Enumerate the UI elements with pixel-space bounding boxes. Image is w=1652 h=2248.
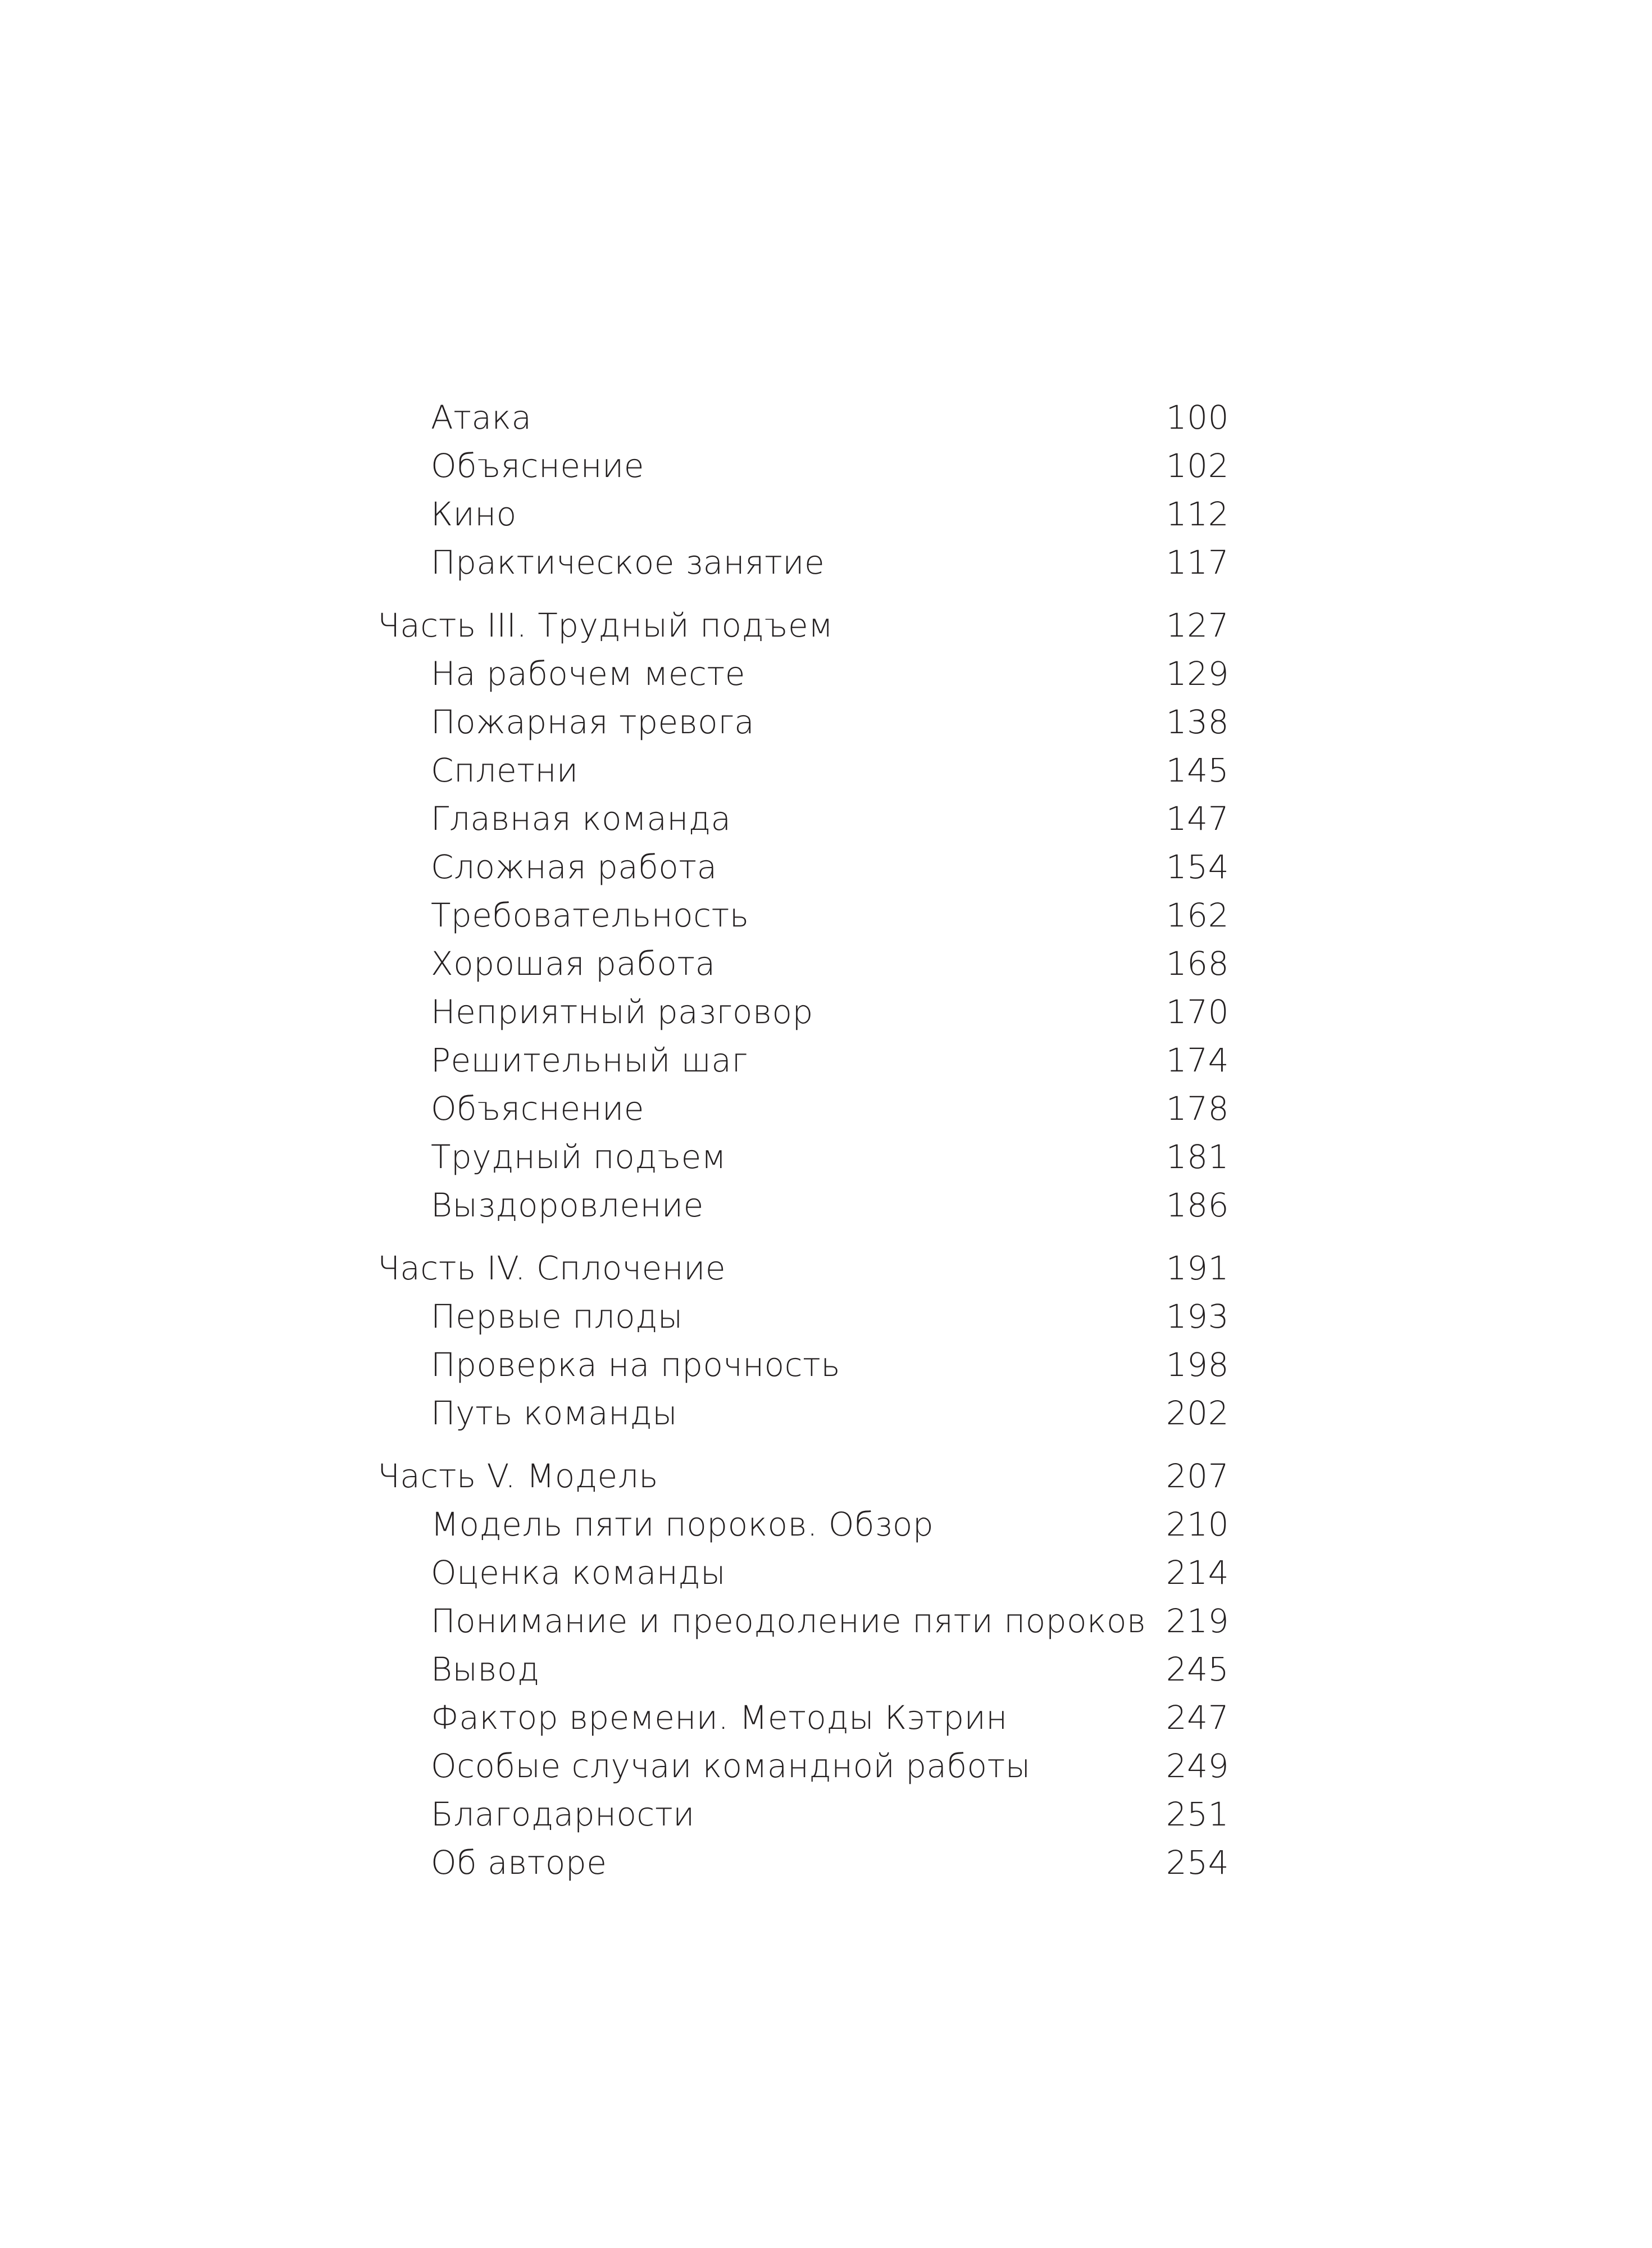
toc-entry [377, 1742, 1229, 1790]
toc-entry-page-number: 174 [1166, 1041, 1229, 1079]
toc-entry [377, 1693, 1229, 1742]
toc-entry [377, 538, 1229, 587]
toc-entry [377, 1597, 1229, 1645]
toc-entry-title: Сложная работа [431, 848, 717, 886]
toc-entry [377, 1389, 1229, 1437]
toc-entry-title: Путь команды [431, 1394, 678, 1432]
toc-entry [377, 442, 1229, 490]
toc-entry-page-number: 112 [1166, 495, 1229, 533]
toc-part-heading-page-number: 127 [1166, 606, 1229, 644]
toc-entry-page-number: 193 [1166, 1297, 1229, 1336]
toc-entry-page-number: 219 [1166, 1602, 1229, 1640]
toc-entry-page-number: 168 [1166, 944, 1229, 983]
toc-entry [377, 1341, 1229, 1389]
toc-part-heading-title: Часть IV. Сплочение [377, 1249, 726, 1287]
toc-entry-page-number: 254 [1166, 1843, 1229, 1882]
toc-entry [377, 1548, 1229, 1597]
toc-entry-page-number: 138 [1166, 703, 1229, 741]
toc-entry-title: Вывод [431, 1650, 540, 1688]
toc-part-heading [377, 601, 1229, 650]
toc-entry-page-number: 102 [1166, 447, 1229, 485]
toc-section [377, 1244, 1229, 1437]
toc-entry-page-number: 129 [1166, 655, 1229, 693]
toc-section [377, 601, 1229, 1229]
toc-entry [377, 843, 1229, 891]
toc-entry-title: Благодарности [431, 1795, 695, 1833]
table-of-contents [377, 393, 1229, 1887]
toc-entry-page-number: 251 [1166, 1795, 1229, 1833]
toc-entry-title: Выздоровление [431, 1186, 704, 1224]
toc-entry-title: Атака [431, 398, 532, 437]
toc-entry-page-number: 117 [1166, 543, 1229, 582]
toc-entry-page-number: 249 [1166, 1747, 1229, 1785]
toc-part-heading-page-number: 207 [1166, 1457, 1229, 1495]
toc-entry-page-number: 145 [1166, 751, 1229, 789]
toc-entry-title: Объяснение [431, 447, 644, 485]
toc-entry-title: Об авторе [431, 1843, 607, 1882]
toc-entry-page-number: 245 [1166, 1650, 1229, 1688]
toc-entry-title: Требовательность [431, 896, 749, 934]
toc-entry-title: Трудный подъем [431, 1138, 727, 1176]
toc-entry [377, 1838, 1229, 1887]
toc-section [377, 1452, 1229, 1887]
toc-entry-title: Пожарная тревога [431, 703, 755, 741]
toc-entry [377, 1181, 1229, 1229]
toc-entry [377, 746, 1229, 794]
toc-entry-title: Особые случаи командной работы [431, 1747, 1031, 1785]
toc-entry-title: Объяснение [431, 1089, 644, 1128]
toc-entry-page-number: 186 [1166, 1186, 1229, 1224]
toc-entry-title: Сплетни [431, 751, 579, 789]
toc-entry-title: Решительный шаг [431, 1041, 748, 1079]
toc-entry-title: Хорошая работа [431, 944, 716, 983]
toc-entry-page-number: 247 [1166, 1699, 1229, 1737]
toc-entry-page-number: 154 [1166, 848, 1229, 886]
toc-entry-page-number: 214 [1166, 1554, 1229, 1592]
toc-entry-page-number: 162 [1166, 896, 1229, 934]
toc-entry [377, 1790, 1229, 1838]
toc-entry-page-number: 202 [1166, 1394, 1229, 1432]
toc-part-heading [377, 1244, 1229, 1292]
toc-entry [377, 1133, 1229, 1181]
toc-entry-title: На рабочем месте [431, 655, 745, 693]
toc-entry [377, 698, 1229, 746]
toc-part-heading-title: Часть III. Трудный подъем [377, 606, 834, 644]
toc-entry-title: Фактор времени. Методы Кэтрин [431, 1699, 1008, 1737]
toc-entry-title: Практическое занятие [431, 543, 825, 582]
toc-entry-page-number: 170 [1166, 993, 1229, 1031]
toc-entry-title: Неприятный разговор [431, 993, 813, 1031]
toc-entry [377, 794, 1229, 843]
toc-entry-title: Проверка на прочность [431, 1346, 841, 1384]
toc-entry-title: Оценка команды [431, 1554, 726, 1592]
toc-entry-page-number: 100 [1166, 398, 1229, 437]
toc-entry-title: Модель пяти пороков. Обзор [431, 1505, 934, 1543]
toc-entry [377, 1645, 1229, 1693]
toc-entry [377, 393, 1229, 442]
toc-entry [377, 1500, 1229, 1548]
toc-part-heading-page-number: 191 [1166, 1249, 1229, 1287]
toc-entry-page-number: 178 [1166, 1089, 1229, 1128]
toc-entry [377, 650, 1229, 698]
toc-entry-page-number: 147 [1166, 800, 1229, 838]
toc-entry-title: Понимание и преодоление пяти пороков [431, 1602, 1146, 1640]
toc-entry [377, 939, 1229, 988]
toc-entry [377, 1036, 1229, 1084]
toc-entry-title: Первые плоды [431, 1297, 683, 1336]
toc-section [377, 393, 1229, 587]
toc-entry-page-number: 198 [1166, 1346, 1229, 1384]
toc-part-heading [377, 1452, 1229, 1500]
toc-entry [377, 891, 1229, 939]
toc-entry-page-number: 181 [1166, 1138, 1229, 1176]
toc-entry-title: Кино [431, 495, 517, 533]
toc-entry [377, 1292, 1229, 1341]
toc-entry-title: Главная команда [431, 800, 731, 838]
toc-part-heading-title: Часть V. Модель [377, 1457, 658, 1495]
toc-entry [377, 490, 1229, 538]
toc-entry-page-number: 210 [1166, 1505, 1229, 1543]
toc-entry [377, 988, 1229, 1036]
toc-entry [377, 1084, 1229, 1133]
